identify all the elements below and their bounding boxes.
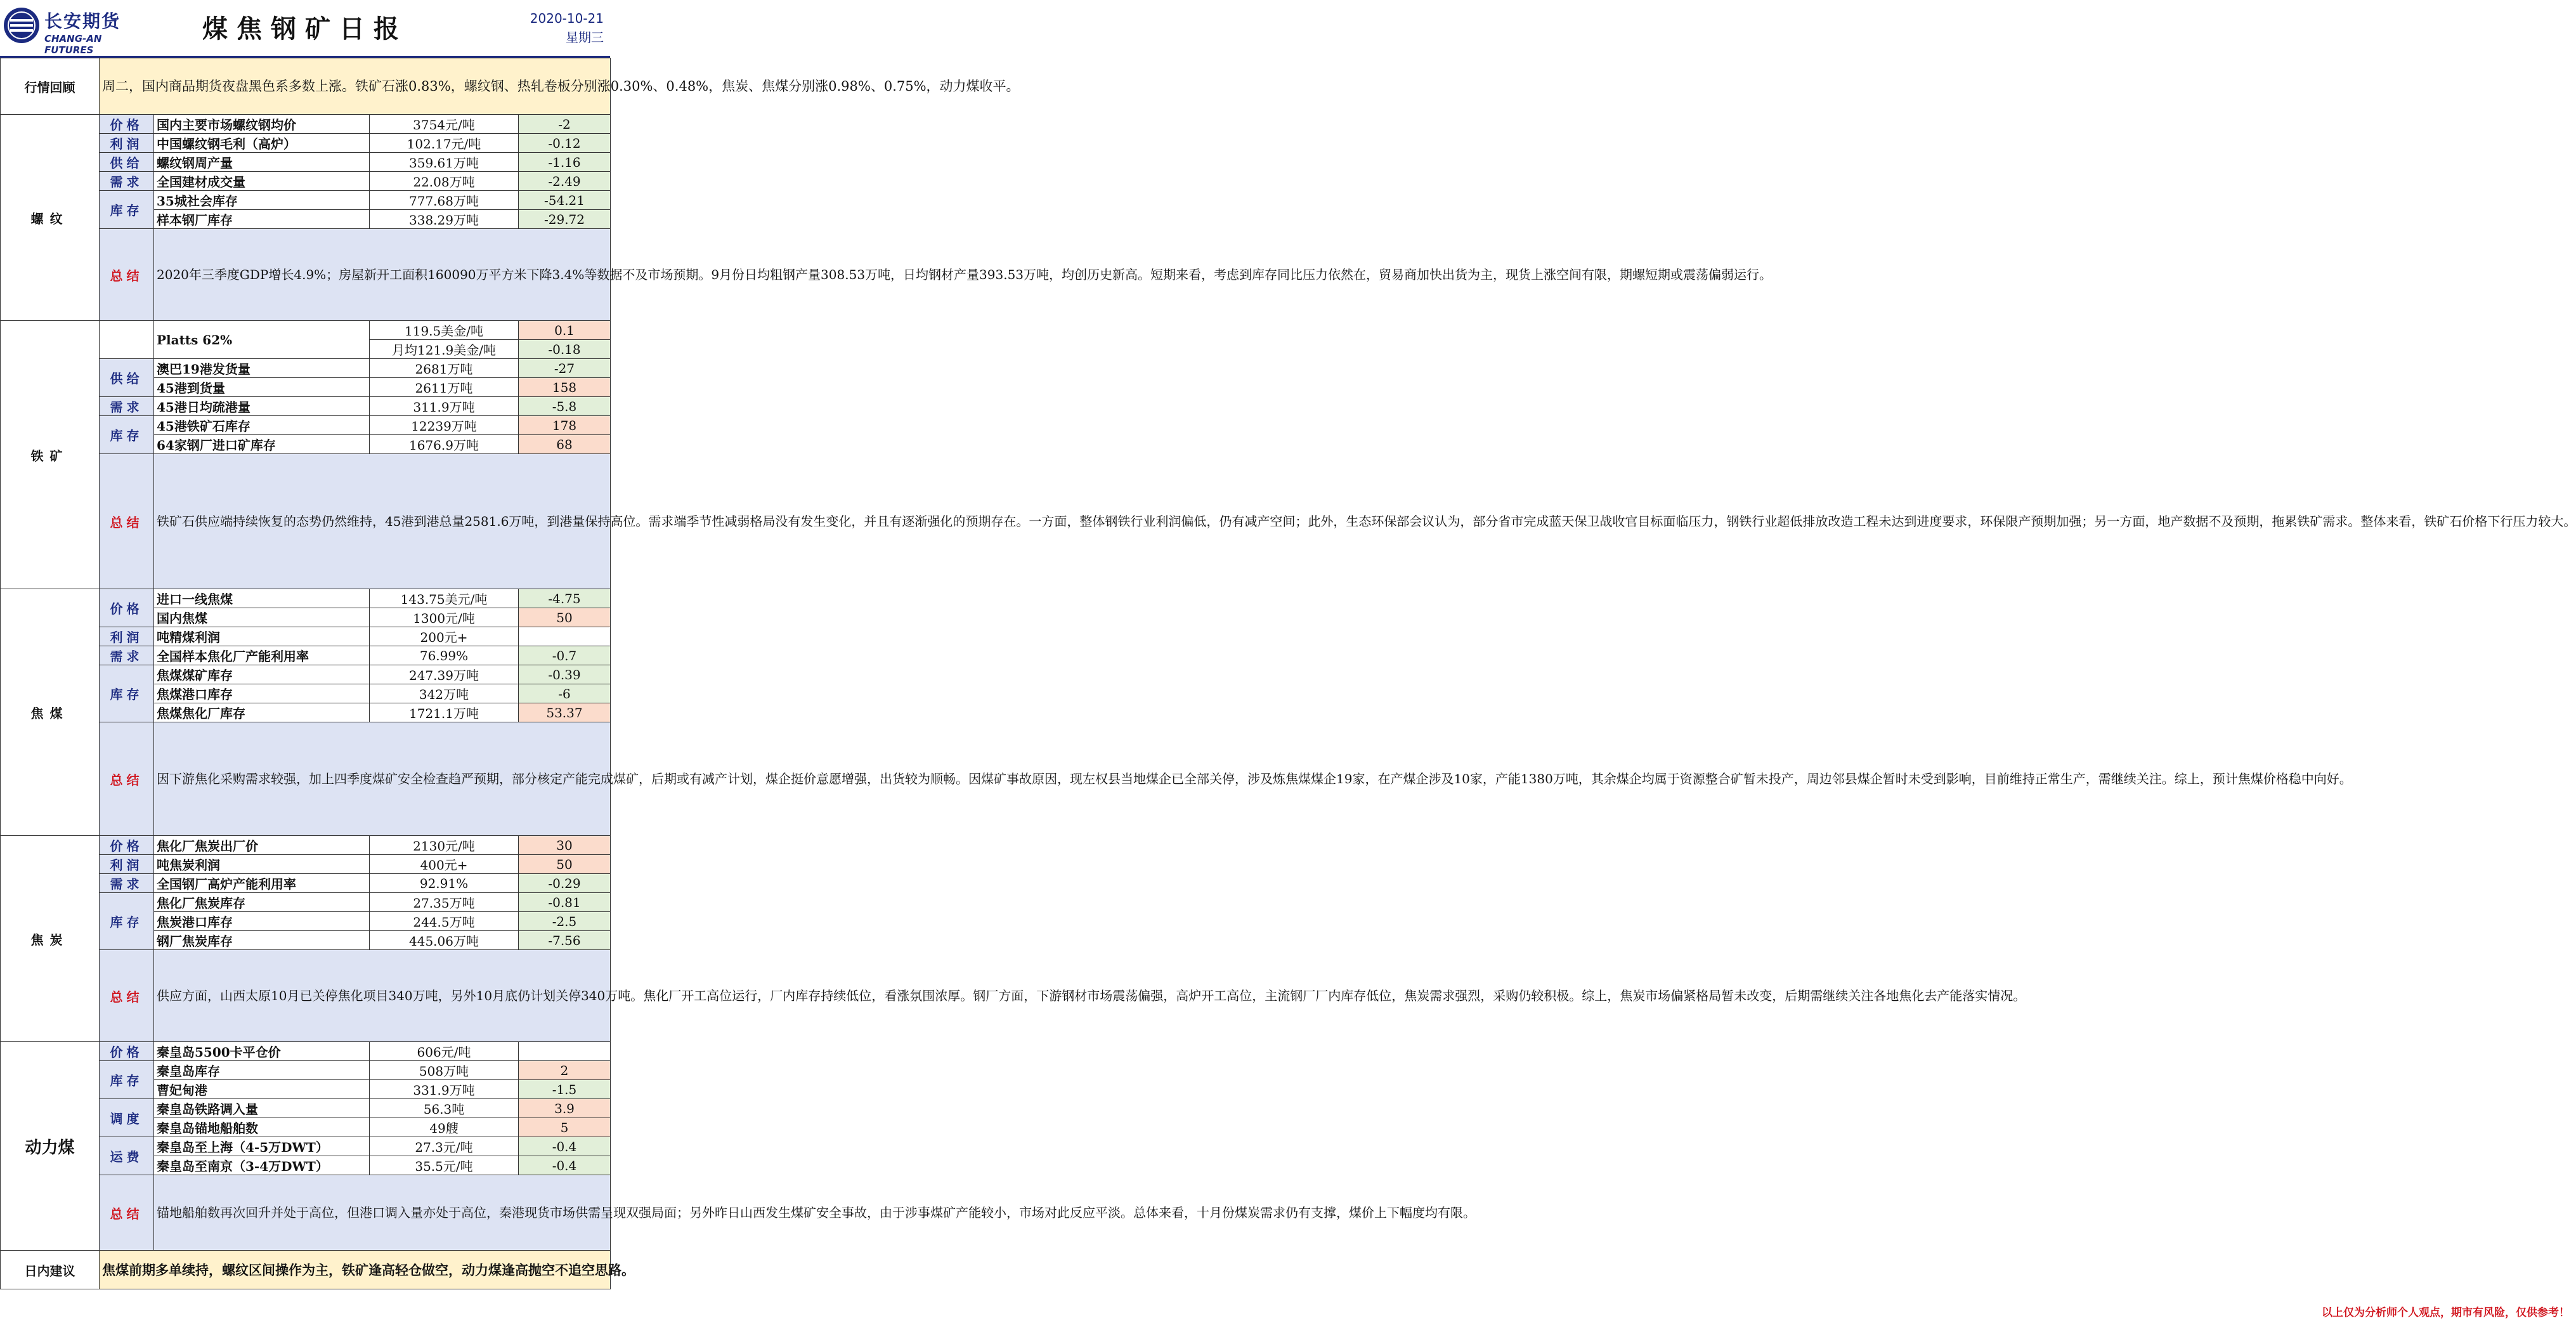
coking_coal-section-label: 焦煤 <box>1 589 100 836</box>
disclaimer: 以上仅为分析师个人观点，期市有风险，仅供参考！ <box>2322 1307 2570 1319</box>
coking_coal-item-value: 143.75美元/吨 <box>370 589 519 608</box>
rebar-item-value: 338.29万吨 <box>370 210 519 229</box>
thermal_coal-item-value: 27.3元/吨 <box>370 1137 519 1156</box>
report-date <box>530 9 604 47</box>
thermal_coal-item-value: 606元/吨 <box>370 1042 519 1061</box>
advice-label: 日内建议 <box>1 1251 100 1289</box>
ore-item-change: -27 <box>519 359 611 378</box>
ore-item-change: -5.8 <box>519 397 611 416</box>
rebar-item-change: -2.49 <box>519 172 611 191</box>
thermal_coal-item-name: 秦皇岛至上海（4-5万DWT） <box>154 1137 370 1156</box>
coking_coal-item-change: 53.37 <box>519 703 611 722</box>
report-title: 煤焦钢矿日报 <box>202 15 408 44</box>
thermal_coal-item-value: 49艘 <box>370 1118 519 1137</box>
platts-value: 月均121.9美金/吨 <box>370 340 519 359</box>
thermal_coal-item-name: 秦皇岛铁路调入量 <box>154 1099 370 1118</box>
platts-value: 119.5美金/吨 <box>370 321 519 340</box>
ore-summary-label: 总结 <box>100 454 154 589</box>
platts-change: 0.1 <box>519 321 611 340</box>
coking_coal-summary-label: 总结 <box>100 722 154 836</box>
review-text: 周二，国内商品期货夜盘黑色系多数上涨。铁矿石涨0.83%，螺纹钢、热轧卷板分别涨0.30%、0.48%，焦炭、焦煤分别涨0.98%、0.75%，动力煤收平。 <box>100 58 611 115</box>
ore-category-label: 供给 <box>100 359 154 397</box>
platts-item: Platts 62% <box>154 321 370 359</box>
table-row <box>1 589 611 608</box>
coke-item-change: 50 <box>519 855 611 874</box>
ore-item-name: 澳巴19港发货量 <box>154 359 370 378</box>
coke-category-label: 利润 <box>100 855 154 874</box>
coking_coal-item-change: -0.39 <box>519 665 611 684</box>
rebar-item-value: 102.17元/吨 <box>370 134 519 153</box>
ore-item-value: 2611万吨 <box>370 378 519 397</box>
rebar-category-label: 库存 <box>100 191 154 229</box>
coking_coal-item-change: -0.7 <box>519 646 611 665</box>
coke-section-label: 焦炭 <box>1 836 100 1042</box>
coking_coal-item-name: 焦煤焦化厂库存 <box>154 703 370 722</box>
thermal_coal-item-value: 56.3吨 <box>370 1099 519 1118</box>
rebar-summary-text: 2020年三季度GDP增长4.9%；房屋新开工面积160090万平方米下降3.4%等数据不及市场预期。9月份日均粗钢产量308.53万吨，日均钢材产量393.53万吨，均创历史新高。短期来看，考虑到库存同比压力依然在，贸易商加快出货为主，现货上涨空间有限，期螺短期或震荡偏弱运行。 <box>154 229 611 321</box>
coke-item-name: 吨焦炭利润 <box>154 855 370 874</box>
coke-item-name: 焦化厂焦炭出厂价 <box>154 836 370 855</box>
table-row <box>1 836 611 855</box>
rebar-section-label: 螺纹 <box>1 115 100 321</box>
coke-item-change: -0.29 <box>519 874 611 893</box>
table-row <box>1 115 611 134</box>
rebar-item-change: -2 <box>519 115 611 134</box>
rebar-category-label: 供给 <box>100 153 154 172</box>
coke-item-value: 92.91% <box>370 874 519 893</box>
coking_coal-item-name: 焦煤煤矿库存 <box>154 665 370 684</box>
ore-item-change: 68 <box>519 435 611 454</box>
thermal_coal-item-value: 35.5元/吨 <box>370 1156 519 1175</box>
coke-summary-text: 供应方面，山西太原10月已关停焦化项目340万吨，另外10月底仍计划关停340万吨。焦化厂开工高位运行，厂内库存持续低位，看涨氛围浓厚。钢厂方面，下游钢材市场震荡偏强，高炉开工高位，主流钢厂厂内库存低位，焦炭需求强烈，采购仍较积极。综上，焦炭市场偏紧格局暂未改变，后期需继续关注各地焦化去产能落实情况。 <box>154 950 611 1042</box>
coke-item-value: 244.5万吨 <box>370 912 519 931</box>
coking_coal-item-name: 国内焦煤 <box>154 608 370 627</box>
coke-item-value: 400元+ <box>370 855 519 874</box>
thermal_coal-section-label: 动力煤 <box>1 1042 100 1251</box>
thermal_coal-category-label: 库存 <box>100 1061 154 1099</box>
ore-item-change: 158 <box>519 378 611 397</box>
coking_coal-item-name: 进口一线焦煤 <box>154 589 370 608</box>
coke-item-name: 全国钢厂高炉产能利用率 <box>154 874 370 893</box>
coking_coal-item-value: 200元+ <box>370 627 519 646</box>
review-row <box>1 58 611 115</box>
rebar-item-value: 777.68万吨 <box>370 191 519 210</box>
table-row <box>1 1042 611 1061</box>
coke-item-change: -7.56 <box>519 931 611 950</box>
coke-category-label: 库存 <box>100 893 154 950</box>
coke-item-name: 钢厂焦炭库存 <box>154 931 370 950</box>
thermal_coal-item-name: 秦皇岛5500卡平仓价 <box>154 1042 370 1061</box>
coking_coal-category-label: 库存 <box>100 665 154 722</box>
coke-category-label: 需求 <box>100 874 154 893</box>
coke-item-value: 445.06万吨 <box>370 931 519 950</box>
rebar-category-label: 价格 <box>100 115 154 134</box>
thermal_coal-item-name: 秦皇岛锚地船舶数 <box>154 1118 370 1137</box>
coking_coal-item-change: -4.75 <box>519 589 611 608</box>
rebar-item-value: 22.08万吨 <box>370 172 519 191</box>
rebar-item-change: -0.12 <box>519 134 611 153</box>
table-row <box>1 321 611 340</box>
thermal_coal-category-label: 价格 <box>100 1042 154 1061</box>
coke-summary-label: 总结 <box>100 950 154 1042</box>
rebar-item-change: -29.72 <box>519 210 611 229</box>
coking_coal-item-value: 1300元/吨 <box>370 608 519 627</box>
coking_coal-item-change <box>519 627 611 646</box>
platts-cat-cell <box>100 321 154 359</box>
thermal_coal-category-label: 调度 <box>100 1099 154 1137</box>
ore-section-label: 铁矿 <box>1 321 100 589</box>
ore-item-change: 178 <box>519 416 611 435</box>
coking_coal-item-change: 50 <box>519 608 611 627</box>
coke-item-change: 30 <box>519 836 611 855</box>
rebar-item-name: 全国建材成交量 <box>154 172 370 191</box>
coke-item-change: -0.81 <box>519 893 611 912</box>
thermal_coal-item-change <box>519 1042 611 1061</box>
company-name-cn: 长安期货 <box>44 11 121 32</box>
thermal_coal-item-change: -1.5 <box>519 1080 611 1099</box>
advice-text: 焦煤前期多单续持，螺纹区间操作为主，铁矿逢高轻仓做空，动力煤逢高抛空不追空思路。 <box>100 1251 611 1289</box>
review-label: 行情回顾 <box>1 58 100 115</box>
thermal_coal-category-label: 运费 <box>100 1137 154 1175</box>
rebar-item-change: -1.16 <box>519 153 611 172</box>
date-text: 2020-10-21 <box>530 11 604 26</box>
ore-category-label: 需求 <box>100 397 154 416</box>
coking_coal-item-value: 247.39万吨 <box>370 665 519 684</box>
coking_coal-category-label: 价格 <box>100 589 154 627</box>
coking_coal-item-value: 1721.1万吨 <box>370 703 519 722</box>
ore-item-name: 64家钢厂进口矿库存 <box>154 435 370 454</box>
coking_coal-item-value: 342万吨 <box>370 684 519 703</box>
coking_coal-item-name: 吨精煤利润 <box>154 627 370 646</box>
rebar-item-name: 国内主要市场螺纹钢均价 <box>154 115 370 134</box>
ore-category-label: 库存 <box>100 416 154 454</box>
report-header <box>0 0 610 58</box>
rebar-item-name: 螺纹钢周产量 <box>154 153 370 172</box>
coking_coal-category-label: 利润 <box>100 627 154 646</box>
company-name-en: CHANG-AN FUTURES <box>44 33 102 56</box>
coking_coal-summary-text: 因下游焦化采购需求较强，加上四季度煤矿安全检查趋严预期，部分核定产能完成煤矿，后期或有减产计划，煤企挺价意愿增强，出货较为顺畅。因煤矿事故原因，现左权县当地煤企已全部关停，涉及炼焦煤煤企19家，在产煤企涉及10家，产能1380万吨，其余煤企均属于资源整合矿暂未投产，周边邻县煤企暂时未受到影响，目前维持正常生产，需继续关注。综上，预计焦煤价格稳中向好。 <box>154 722 611 836</box>
coke-item-name: 焦化厂焦炭库存 <box>154 893 370 912</box>
weekday-text: 星期三 <box>566 30 604 45</box>
thermal_coal-item-name: 秦皇岛至南京（3-4万DWT） <box>154 1156 370 1175</box>
thermal_coal-summary-label: 总结 <box>100 1175 154 1251</box>
ore-item-name: 45港到货量 <box>154 378 370 397</box>
ore-summary-text: 铁矿石供应端持续恢复的态势仍然维持，45港到港总量2581.6万吨，到港量保持高位。需求端季节性减弱格局没有发生变化，并且有逐渐强化的预期存在。一方面，整体钢铁行业利润偏低，仍有减产空间；此外，生态环保部会议认为，部分省市完成蓝天保卫战收官目标面临压力，钢铁行业超低排放改造工程未达到进度要求，环保限产预期加强；另一方面，地产数据不及预期，拖累铁矿需求。整体来看，铁矿石价格下行压力较大。 <box>154 454 611 589</box>
thermal_coal-item-value: 508万吨 <box>370 1061 519 1080</box>
rebar-item-name: 中国螺纹钢毛利（高炉） <box>154 134 370 153</box>
coking_coal-item-name: 焦煤港口库存 <box>154 684 370 703</box>
platts-change: -0.18 <box>519 340 611 359</box>
thermal_coal-item-name: 曹妃甸港 <box>154 1080 370 1099</box>
thermal_coal-item-change: 3.9 <box>519 1099 611 1118</box>
rebar-item-name: 35城社会库存 <box>154 191 370 210</box>
coke-item-change: -2.5 <box>519 912 611 931</box>
ore-item-name: 45港日均疏港量 <box>154 397 370 416</box>
rebar-item-value: 3754元/吨 <box>370 115 519 134</box>
coking_coal-item-change: -6 <box>519 684 611 703</box>
ore-item-name: 45港铁矿石库存 <box>154 416 370 435</box>
rebar-item-value: 359.61万吨 <box>370 153 519 172</box>
advice-row <box>1 1251 611 1289</box>
thermal_coal-item-value: 331.9万吨 <box>370 1080 519 1099</box>
coking_coal-item-name: 全国样本焦化厂产能利用率 <box>154 646 370 665</box>
thermal_coal-item-change: 5 <box>519 1118 611 1137</box>
coke-item-name: 焦炭港口库存 <box>154 912 370 931</box>
coke-item-value: 27.35万吨 <box>370 893 519 912</box>
ore-item-value: 1676.9万吨 <box>370 435 519 454</box>
rebar-item-name: 样本钢厂库存 <box>154 210 370 229</box>
thermal_coal-summary-text: 锚地船舶数再次回升并处于高位，但港口调入量亦处于高位，秦港现货市场供需呈现双强局面；另外昨日山西发生煤矿安全事故，由于涉事煤矿产能较小，市场对此反应平淡。总体来看，十月份煤炭需求仍有支撑，煤价上下幅度均有限。 <box>154 1175 611 1251</box>
rebar-item-change: -54.21 <box>519 191 611 210</box>
coke-category-label: 价格 <box>100 836 154 855</box>
rebar-category-label: 利润 <box>100 134 154 153</box>
coking_coal-category-label: 需求 <box>100 646 154 665</box>
thermal_coal-item-name: 秦皇岛库存 <box>154 1061 370 1080</box>
ore-item-value: 2681万吨 <box>370 359 519 378</box>
coke-item-value: 2130元/吨 <box>370 836 519 855</box>
coking_coal-item-value: 76.99% <box>370 646 519 665</box>
rebar-summary-label: 总结 <box>100 229 154 321</box>
thermal_coal-item-change: -0.4 <box>519 1156 611 1175</box>
report-table <box>0 58 2576 1289</box>
thermal_coal-item-change: -0.4 <box>519 1137 611 1156</box>
ore-item-value: 12239万吨 <box>370 416 519 435</box>
ore-item-value: 311.9万吨 <box>370 397 519 416</box>
rebar-category-label: 需求 <box>100 172 154 191</box>
thermal_coal-item-change: 2 <box>519 1061 611 1080</box>
